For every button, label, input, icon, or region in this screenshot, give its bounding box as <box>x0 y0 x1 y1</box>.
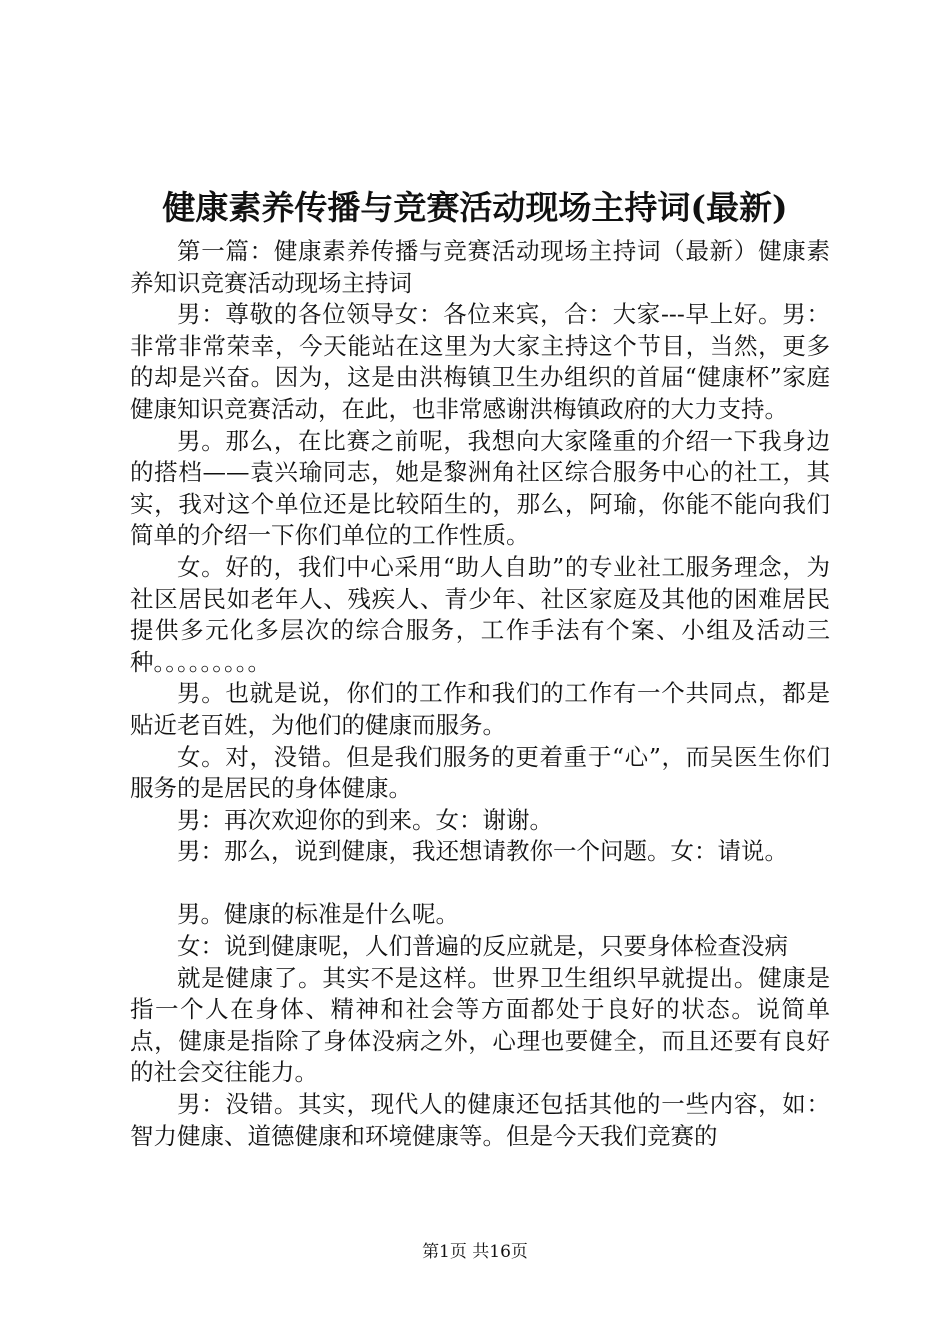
page-number-footer: 第1页 共16页 <box>422 1242 528 1262</box>
paragraph: 男。也就是说，你们的工作和我们的工作有一个共同点，都是贴近老百姓，为他们的健康而服务。 <box>130 679 830 739</box>
document-body <box>130 236 830 1152</box>
paragraph: 男。健康的标准是什么呢。 <box>177 900 459 929</box>
paragraph: 女。好的，我们中心采用“助人自助”的专业社工服务理念，为社区居民如老年人、残疾人、青少年、社区家庭及其他的困难居民提供多元化多层次的综合服务，工作手法有个案、小组及活动三种。。。。。。。。。 <box>130 552 830 676</box>
paragraph: 就是健康了。其实不是这样。世界卫生组织早就提出。健康是指一个人在身体、精神和社会等方面都处于良好的状态。说简单点，健康是指除了身体没病之外，心理也要健全，而且还要有良好的社会交往能力。 <box>130 963 830 1087</box>
paragraph: 男。那么，在比赛之前呢，我想向大家隆重的介绍一下我身边的搭档——袁兴瑜同志，她是黎洲角社区综合服务中心的社工，其实，我对这个单位还是比较陌生的，那么，阿瑜，你能不能向我们简单的介绍一下你们单位的工作性质。 <box>130 426 830 550</box>
paragraph: 男：那么，说到健康，我还想请教你一个问题。女：请说。 <box>177 837 788 866</box>
paragraph: 女。对，没错。但是我们服务的更着重于“心”，而吴医生你们服务的是居民的身体健康。 <box>130 742 830 803</box>
document-title: 健康素养传播与竞赛活动现场主持词(最新) <box>162 188 788 227</box>
paragraph: 男：再次欢迎你的到来。女：谢谢。 <box>177 805 553 834</box>
paragraph: 第一篇：健康素养传播与竞赛活动现场主持词（最新）健康素养知识竞赛活动现场主持词 <box>130 237 830 297</box>
paragraph: 女：说到健康呢，人们普遍的反应就是，只要身体检查没病 <box>177 932 788 961</box>
paragraph: 男：尊敬的各位领导女：各位来宾，合：大家---早上好。男：非常非常荣幸，今天能站在这里为大家主持这个节目，当然，更多的却是兴奋。因为，这是由洪梅镇卫生办组织的首届“健康杯”家庭健康知识竞赛活动，在此，也非常感谢洪梅镇政府的大力支持。 <box>130 300 830 423</box>
paragraph: 男：没错。其实，现代人的健康还包括其他的一些内容，如：智力健康、道德健康和环境健康等。但是今天我们竞赛的 <box>130 1090 830 1150</box>
